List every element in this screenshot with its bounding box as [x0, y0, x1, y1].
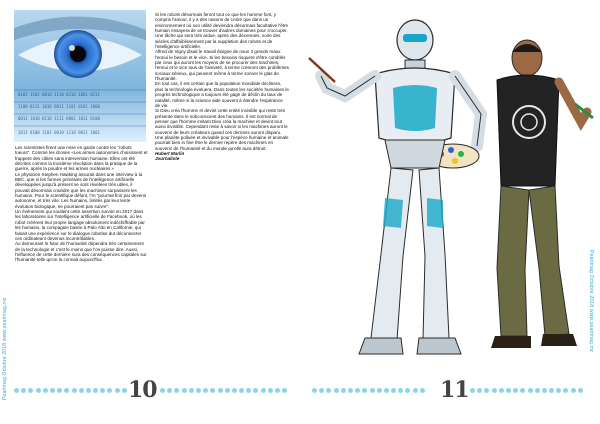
divider-dot	[492, 388, 497, 393]
eye-image	[14, 10, 146, 142]
divider-dot	[28, 388, 33, 393]
left-paragraph-3: Un événement qui soutient cette assertion survint en 2017 dans les laboratoires sur l'intelligence artificielle de Facebook, où les robot créèrent leur propre langage absolument indéchiffrable par les humains, la compagnie basée à Palo Alto en Californie, qui faisait une expérience sur le dialogue robotise dut déconnecter ces ordinateurs devenus incontrôlables.	[15, 209, 145, 241]
divider-dot	[160, 388, 165, 393]
divider-dot	[398, 388, 403, 393]
divider-dot	[312, 388, 317, 393]
divider-dot	[535, 388, 540, 393]
svg-text:1011 0100 1101 0010 1110 0011: 1011 0100 1101 0010 1110 0011 1001	[18, 130, 100, 135]
divider-dot	[520, 388, 525, 393]
divider-dot	[528, 388, 533, 393]
divider-dot	[556, 388, 561, 393]
divider-dot	[506, 388, 511, 393]
divider-dot	[391, 388, 396, 393]
divider-dot	[405, 388, 410, 393]
divider-dot	[93, 388, 98, 393]
divider-dot	[86, 388, 91, 393]
divider-dot	[499, 388, 504, 393]
divider-dot	[100, 388, 105, 393]
divider-dot	[348, 388, 353, 393]
divider-dot	[334, 388, 339, 393]
svg-text:0101 1101 0010 1110 0110 1001: 0101 1101 0010 1110 0110 1001 0111	[18, 92, 100, 97]
divider-dot	[326, 388, 331, 393]
divider-dot	[72, 388, 77, 393]
divider-dot	[542, 388, 547, 393]
side-credit-left: Pearlmag Octobre 2018 www.pearlmag.mc	[2, 297, 8, 400]
divider-dot	[196, 388, 201, 393]
divider-dot	[571, 388, 576, 393]
dots-divider-left	[14, 388, 134, 394]
left-paragraph-2: Le physicien Stephen Hawking assurait dans une interview à la BBC, que si les formes primitives de l'intelligence artificielle développées jusqu'à présent se sont révélées très utiles, il pouvait désormais craindre que les machines surpassent les humains. Pour le scientifique défunt, l'IA "pourrait finir par devenir autonome, et très vite. Les humains, limités par leur lente évolution biologique, ne pourraient pas suivre".	[15, 171, 147, 209]
divider-dot	[21, 388, 26, 393]
divider-dot	[261, 388, 266, 393]
divider-dot	[167, 388, 172, 393]
page-number-right: 11	[440, 377, 469, 403]
divider-dot	[14, 388, 19, 393]
divider-dot	[282, 388, 287, 393]
divider-dot	[225, 388, 230, 393]
divider-dot	[319, 388, 324, 393]
divider-dot	[43, 388, 48, 393]
divider-dot	[513, 388, 518, 393]
divider-dot	[115, 388, 120, 393]
divider-dot	[341, 388, 346, 393]
right-paragraph-1: Si les robots désormais feront tout ce que les homme font, y compris l'amour, il y a des raisons de croire que dans un environnement où son utilité deviendra désormais facultative l'être humain essayera de se trouver d'autres domaines pour s'occuper. Une tâche qui sera très ardue, après des décennies, voire des siècles d'affaiblissement par la suppletion des robots et de l'intelligence artificielle.	[155, 12, 289, 50]
divider-dot	[189, 388, 194, 393]
divider-dot	[253, 388, 258, 393]
divider-dot	[218, 388, 223, 393]
man-figure	[491, 40, 593, 348]
divider-dot	[384, 388, 389, 393]
divider-dot	[377, 388, 382, 393]
divider-dot	[355, 388, 360, 393]
signature-name: Hubert Marlin	[155, 150, 185, 156]
divider-dot	[232, 388, 237, 393]
divider-dot	[477, 388, 482, 393]
right-paragraph-3: En tout cas, il est certain que la population mondiale déclinera, plus la technologie évoluera. Dans toutes les sociétés humaines le progrès technologique a toujours été gage de déclin du taux de natalité, même si la science aide souvent à étendre l'espérance de vie.	[155, 81, 289, 108]
divider-dot	[50, 388, 55, 393]
side-credit-right: Pearlmag Octobre 2018 www.pearlmag.mc	[588, 250, 594, 353]
left-article	[15, 145, 148, 263]
robot-figure	[309, 20, 481, 354]
divider-dot	[420, 388, 425, 393]
divider-dot	[413, 388, 418, 393]
divider-dot	[239, 388, 244, 393]
divider-dot	[268, 388, 273, 393]
divider-dot	[122, 388, 127, 393]
signature-role: Journaliste	[155, 156, 180, 162]
divider-dot	[182, 388, 187, 393]
left-paragraph-4: Au demeurant le futur de l'humanité dépendra très certainement de la technologie et c'est le moins que l'on puisse dire. Aussi, l'influence de cette dernière sura des conséquences capitales sur l'humanité telle qu'on la connait aujourd'hui.	[15, 241, 147, 263]
divider-dot	[563, 388, 568, 393]
page-number-left: 10	[128, 377, 157, 403]
svg-text:0011 1010 0110 1111 0001 1011: 0011 1010 0110 1111 0001 1011 0100	[18, 116, 100, 121]
left-paragraph-1: Les scientistes firent une mise en garde contre les "robots tueurs". Comme les drones «Les armes autonomes choisissent et frappent des cibles sans intervention humaine. Elles ont été décrites comme la troisième révolution dans la pratique de la guerre, après la poudre et les armes nucléaires »	[15, 145, 148, 172]
divider-dot	[484, 388, 489, 393]
divider-dot	[578, 388, 583, 393]
divider-dot	[79, 388, 84, 393]
divider-dot	[210, 388, 215, 393]
right-paragraph-2: Alfred de Vigny disait le travail éloigne de nous 3 grands maux l'ennui le besoin et le vice. Si les besoins risquent d'être comblés par ceux qui auront les moyens de se procurer des machines, l'ennui et le vice tous de l'oisiveté, à terme créeront des problèmes sociaux sérieux, qui peuvent même à terme sonner le glas de l'humanité.	[155, 49, 289, 82]
divider-dot	[470, 388, 475, 393]
divider-dot	[36, 388, 41, 393]
divider-dot	[246, 388, 251, 393]
dots-divider-right-2	[470, 388, 586, 394]
divider-dot	[107, 388, 112, 393]
divider-dot	[362, 388, 367, 393]
dots-divider-right	[312, 388, 432, 394]
right-article	[155, 12, 289, 162]
divider-dot	[64, 388, 69, 393]
divider-dot	[275, 388, 280, 393]
dots-divider-left-2	[160, 388, 290, 394]
divider-dot	[203, 388, 208, 393]
right-paragraph-4: Si Dieu créa l'homme et devint cette entité invisible qui reste très présente dans le subconscient des humains. Il est normal de penser que l'homme imitant Dieu créa la machine et devint tout aussi invisible. Cependant reste à savoir si les machines auront le souvenir de leurs créateurs quand ces derniers auront disparu. Une planète polluée et invivable pour l'espèce humaine et animale pourrait bien in fine être le dernier repère des machines en souvenir de l'humanité et du monde qu'elle aura détruit.	[155, 108, 289, 151]
divider-dot	[370, 388, 375, 393]
svg-text:1100 0111 1010 0011 1101 0101: 1100 0111 1010 0011 1101 0101 1000	[18, 104, 100, 109]
divider-dot	[174, 388, 179, 393]
divider-dot	[57, 388, 62, 393]
robot-and-man-illustration	[305, 18, 595, 363]
divider-dot	[549, 388, 554, 393]
